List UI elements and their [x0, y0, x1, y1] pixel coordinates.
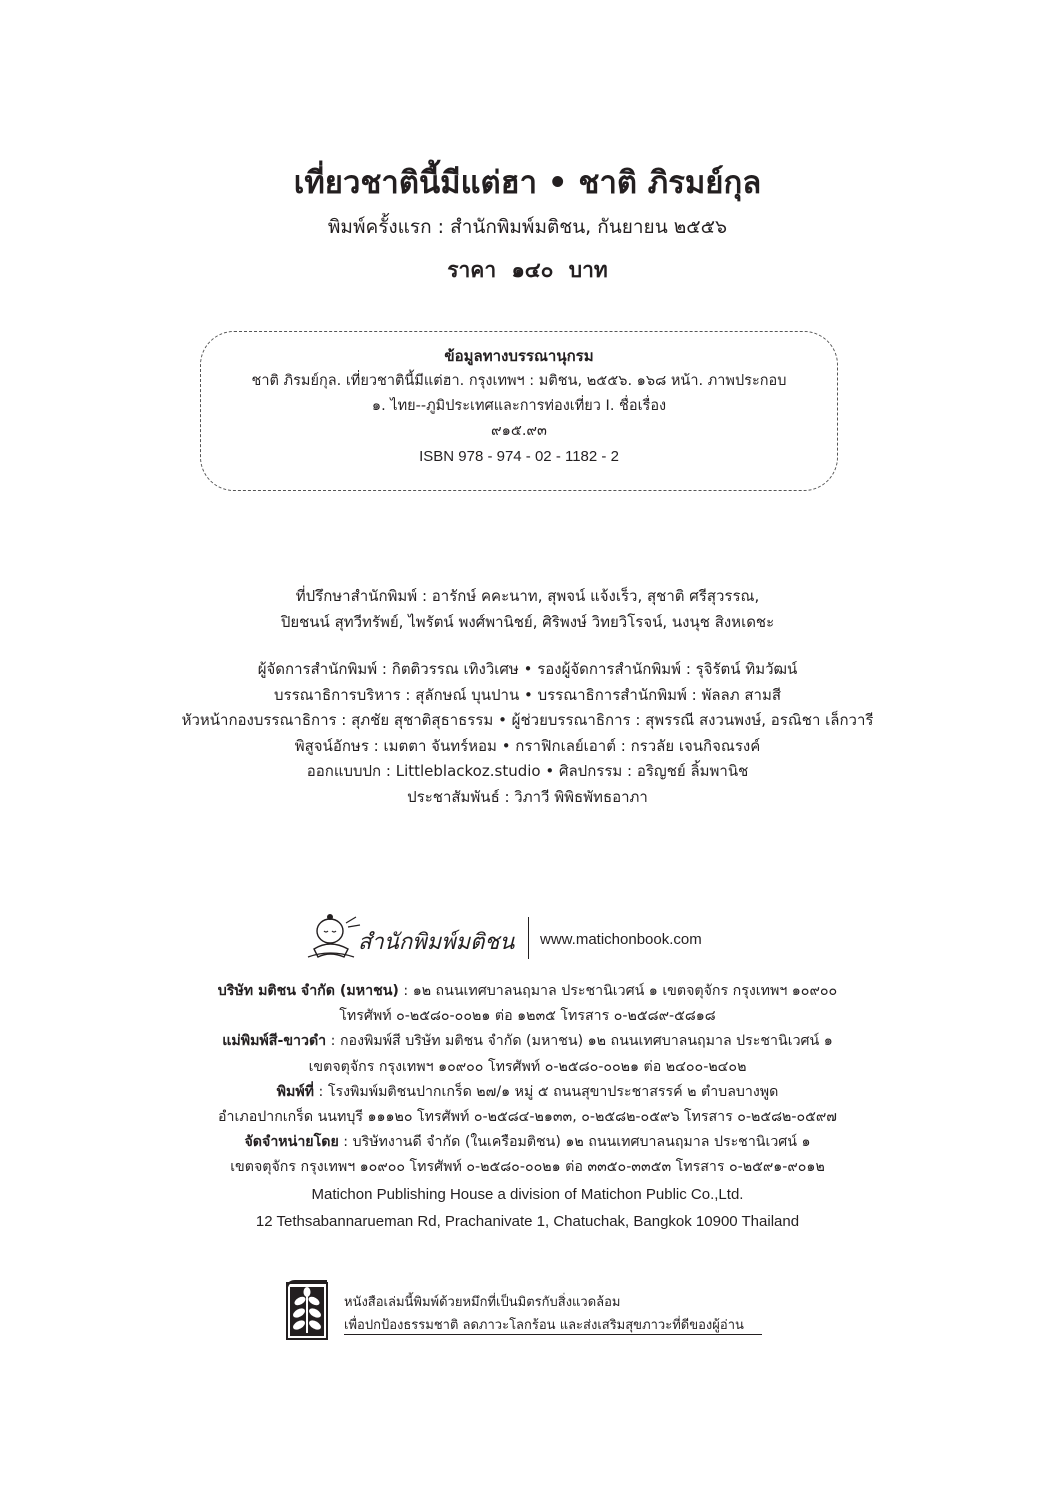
title-block — [0, 163, 1055, 285]
distributor-line-2: เขตจตุจักร กรุงเทพฯ ๑๐๙๐๐ โทรศัพท์ ๐-๒๕๘๐-๐๐๒๑ ต่อ ๓๓๕๐-๓๓๕๓ โทรสาร ๐-๒๕๙๑-๙๐๑๒ — [230, 1159, 825, 1176]
plate-line-2: เขตจตุจักร กรุงเทพฯ ๑๐๙๐๐ โทรศัพท์ ๐-๒๕๘๐-๐๐๒๑ ต่อ ๒๔๐๐-๒๔๐๒ — [308, 1058, 747, 1075]
credits — [0, 584, 1055, 810]
printer-line — [0, 1080, 1055, 1105]
english-line-2: 12 Tethsabannarueman Rd, Prachanivate 1, Chatuchak, Bangkok 10900 Thailand — [255, 1212, 800, 1230]
cip-classification: ๙๑๕.๙๓ — [491, 423, 547, 439]
eco-notice — [284, 1272, 764, 1352]
advisors-line-2: ปิยชนน์ สุทวีทรัพย์, ไพรัตน์ พงศ์พานิชย์, ศิริพงษ์ วิทยวิโรจน์, นงนุช สิงหเดชะ — [280, 612, 775, 631]
matichon-logo-icon — [300, 905, 530, 965]
price-line: ราคา ๑๔๐ บาท — [447, 258, 608, 282]
publisher-info — [0, 979, 1055, 1235]
book-title: เที่ยวชาตินี้มีแต่ฮา • ชาติ ภิรมย์กุล — [293, 165, 762, 201]
distributor-label: จัดจำหน่ายโดย — [244, 1134, 339, 1151]
company-label: บริษัท มติชน จำกัด (มหาชน) — [217, 983, 399, 999]
staff-line-6: ประชาสัมพันธ์ : วิภาวี พิพิธพัทธอาภา — [407, 787, 648, 806]
english-line-1: Matichon Publishing House a division of Matichon Public Co.,Ltd. — [311, 1185, 744, 1203]
leaf-book-icon — [284, 1277, 330, 1343]
company-phone: โทรศัพท์ ๐-๒๕๘๐-๐๐๒๑ ต่อ ๑๒๓๕ โทรสาร ๐-๒๕๘๙-๕๘๑๘ — [339, 1008, 716, 1025]
staff-line-1: ผู้จัดการสำนักพิมพ์ : กิตติวรรณ เทิงวิเศษ • รองผู้จัดการสำนักพิมพ์ : รุจิรัตน์ ทิมวัฒน์ — [257, 660, 798, 678]
logo-wordmark: สำนักพิมพ์มติชน — [358, 930, 515, 955]
company-line — [0, 979, 1055, 1004]
company-address: : ๑๒ ถนนเทศบาลนฤมาล ประชานิเวศน์ ๑ เขตจตุจักร กรุงเทพฯ ๑๐๙๐๐ — [398, 983, 838, 999]
staff-line-4: พิสูจน์อักษร : เมตตา จันทร์หอม • กราฟิกเลย์เอาต์ : กรวลัย เจนกิจณรงค์ — [294, 736, 761, 755]
cip-line-2: ๑. ไทย--ภูมิประเทศและการท่องเที่ยว I. ชื่อเรื่อง — [371, 398, 667, 414]
eco-text-1: หนังสือเล่มนี้พิมพ์ด้วยหมึกที่เป็นมิตรกับสิ่งแวดล้อม — [344, 1295, 621, 1310]
edition-line: พิมพ์ครั้งแรก : สำนักพิมพ์มติชน, กันยายน ๒๕๕๖ — [327, 216, 728, 238]
distributor-address: : บริษัทงานดี จำกัด (ในเครือมติชน) ๑๒ ถนนเทศบาลนฤมาล ประชานิเวศน์ ๑ — [338, 1134, 811, 1151]
staff-line-5: ออกแบบปก : Littleblackoz.studio • ศิลปกรรม : อริญชย์ ลิ้มพานิช — [306, 762, 749, 780]
eco-text-2: เพื่อปกป้องธรรมชาติ ลดภาวะโลกร้อน และส่งเสริมสุขภาวะที่ดีของผู้อ่าน — [344, 1318, 744, 1333]
cip-heading: ข้อมูลทางบรรณานุกรม — [444, 347, 594, 365]
plate-label: แม่พิมพ์สี-ขาวดำ — [222, 1033, 327, 1050]
cip-line-1: ชาติ ภิรมย์กุล. เที่ยวชาตินี้มีแต่ฮา. กรุงเทพฯ : มติชน, ๒๕๕๖. ๑๖๘ หน้า. ภาพประกอบ — [251, 373, 787, 389]
staff-line-3: หัวหน้ากองบรรณาธิการ : สุภชัย สุชาติสุธาธรรม • ผู้ช่วยบรรณาธิการ : สุพรรณี สงวนพงษ์, อรณิชา เล็กวารี — [181, 711, 874, 729]
printer-label: พิมพ์ที่ — [276, 1083, 315, 1100]
staff-line-2: บรรณาธิการบริหาร : สุลักษณ์ บุนปาน • บรรณาธิการสำนักพิมพ์ : พัลลภ สามสี — [274, 685, 781, 704]
logo-separator — [528, 917, 529, 959]
eco-underline — [344, 1334, 762, 1335]
cip-box — [200, 331, 838, 491]
credits-gap — [0, 635, 1055, 657]
plate-address: : กองพิมพ์สี บริษัท มติชน จำกัด (มหาชน) ๑๒ ถนนเทศบาลนฤมาล ประชานิเวศน์ ๑ — [326, 1033, 833, 1050]
cip-isbn: ISBN 978 - 974 - 02 - 1182 - 2 — [419, 448, 619, 465]
printer-line-2: อำเภอปากเกร็ด นนทบุรี ๑๑๑๒๐ โทรศัพท์ ๐-๒๕๘๔-๒๑๓๓, ๐-๒๕๘๒-๐๕๙๖ โทรสาร ๐-๒๕๘๒-๐๕๙๗ — [218, 1109, 837, 1126]
distributor-line — [0, 1130, 1055, 1155]
printer-address: : โรงพิมพ์มติชนปากเกร็ด ๒๗/๑ หมู่ ๕ ถนนสุขาประชาสรรค์ ๒ ตำบลบางพูด — [314, 1083, 779, 1100]
publisher-logo-row — [300, 905, 760, 965]
advisors-line-1: ที่ปรึกษาสำนักพิมพ์ : อารักษ์ คคะนาท, สุพจน์ แจ้งเร็ว, สุชาติ ศรีสุวรรณ, — [295, 587, 760, 605]
publisher-url[interactable]: www.matichonbook.com — [540, 931, 702, 948]
plate-line — [0, 1029, 1055, 1054]
